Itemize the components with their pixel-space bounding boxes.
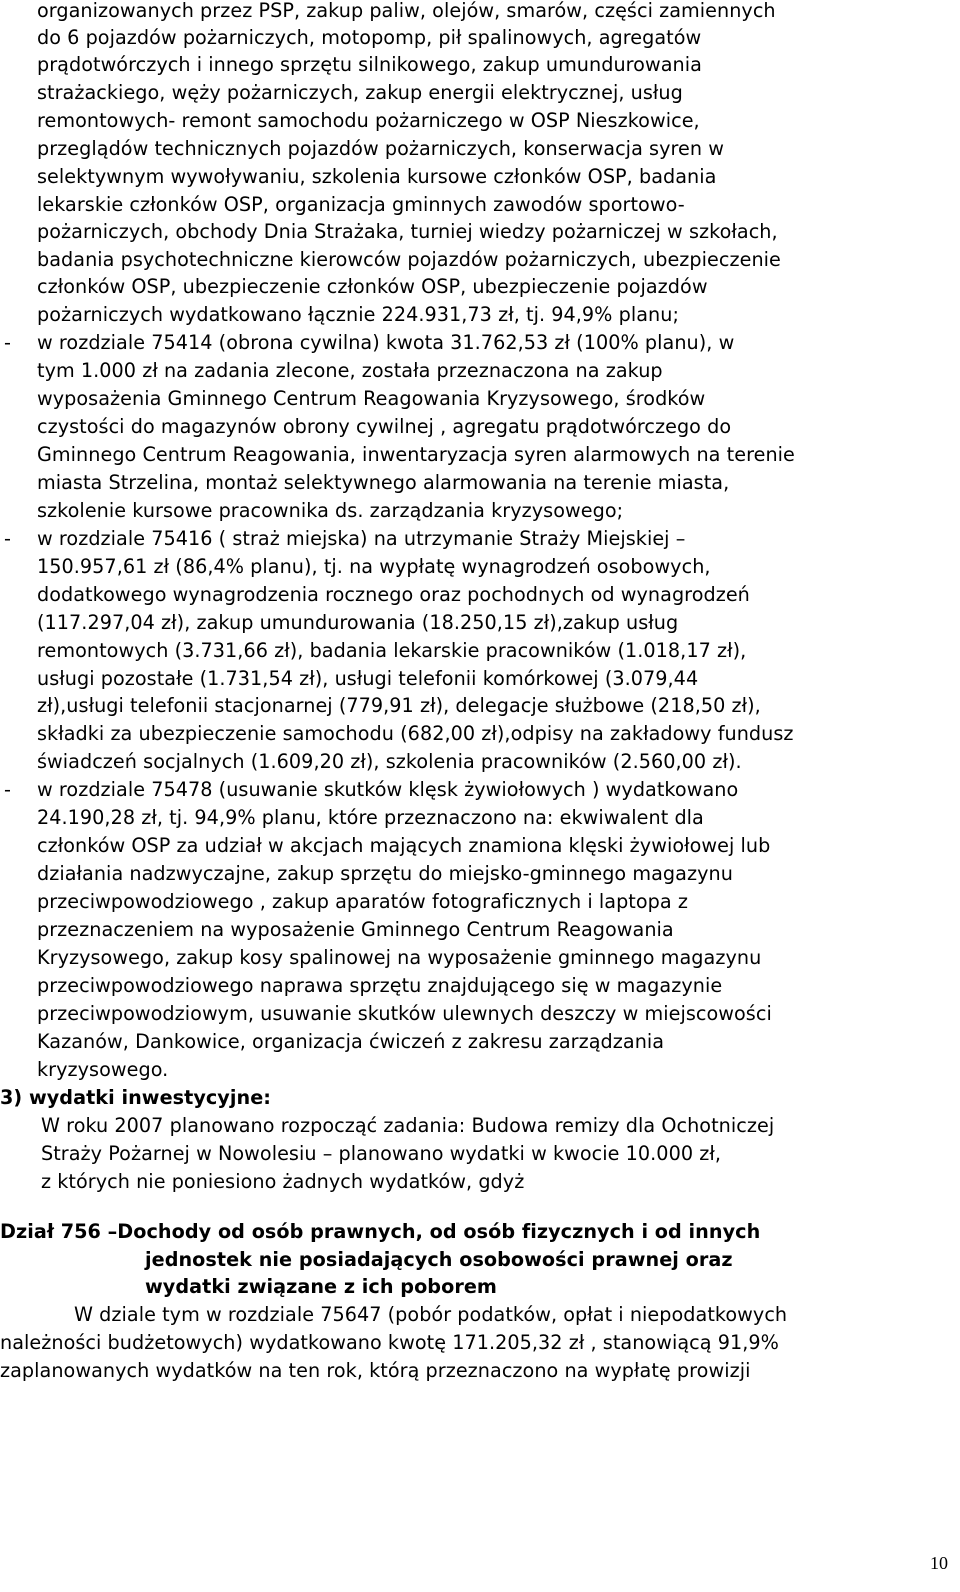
text-line: czystości do magazynów obrony cywilnej , agregatu prądotwórczego do [37, 415, 732, 438]
text-line: usługi pozostałe (1.731,54 zł), usługi telefonii komórkowej (3.079,44 [37, 667, 699, 690]
section-heading: 3) wydatki inwestycyjne: [0, 1086, 271, 1109]
text-line: w rozdziale 75416 ( straż miejska) na utrzymanie Straży Miejskiej – [37, 527, 686, 550]
text-line: tym 1.000 zł na zadania zlecone, została przeznaczona na zakup [37, 359, 663, 382]
text-line: przeciwpowodziowym, usuwanie skutków ulewnych deszczy w miejscowości [37, 1002, 772, 1025]
text-line: Gminnego Centrum Reagowania, inwentaryzacja syren alarmowych na terenie [37, 443, 795, 466]
text-line: badania psychotechniczne kierowców pojazdów pożarniczych, ubezpieczenie [37, 248, 781, 271]
text-line: Kazanów, Dankowice, organizacja ćwiczeń z zakresu zarządzania [37, 1030, 665, 1053]
text-line: remontowych (3.731,66 zł), badania lekarskie pracowników (1.018,17 zł), [37, 639, 747, 662]
text-line: działania nadzwyczajne, zakup sprzętu do miejsko-gminnego magazynu [37, 862, 733, 885]
text-line: 150.957,61 zł (86,4% planu), tj. na wypłatę wynagrodzeń osobowych, [37, 555, 711, 578]
text-line: pożarniczych, obchody Dnia Strażaka, turniej wiedzy pożarniczej w szkołach, [37, 220, 778, 243]
text-line: strażackiego, węży pożarniczych, zakup energii elektrycznej, usług [37, 81, 683, 104]
text-line: remontowych- remont samochodu pożarniczego w OSP Nieszkowice, [37, 109, 700, 132]
text-line: 24.190,28 zł, tj. 94,9% planu, które przeznaczono na: ekwiwalent dla [37, 806, 704, 829]
text-line: Straży Pożarnej w Nowolesiu – planowano wydatki w kwocie 10.000 zł, [41, 1142, 722, 1165]
bullet-dash: - [4, 331, 11, 354]
page-number: 10 [930, 1553, 948, 1573]
bullet-dash: - [4, 527, 11, 550]
text-line: przeciwpowodziowego , zakup aparatów fotograficznych i laptopa z [37, 890, 688, 913]
text-line: miasta Strzelina, montaż selektywnego alarmowania na terenie miasta, [37, 471, 730, 494]
text-line: lekarskie członków OSP, organizacja gminnych zawodów sportowo- [37, 193, 685, 216]
text-line: zł),usługi telefonii stacjonarnej (779,91 zł), delegacje służbowe (218,50 zł), [37, 694, 761, 717]
text-line: zaplanowanych wydatków na ten rok, którą przeznaczono na wypłatę prowizji [0, 1359, 751, 1382]
text-line: świadczeń socjalnych (1.609,20 zł), szkolenia pracowników (2.560,00 zł). [37, 750, 742, 773]
text-line: wyposażenia Gminnego Centrum Reagowania Kryzysowego, środków [37, 387, 706, 410]
text-line: kryzysowego. [37, 1058, 169, 1081]
text-line: należności budżetowych) wydatkowano kwotę 171.205,32 zł , stanowiącą 91,9% [0, 1331, 779, 1354]
text-line: z których nie poniesiono żadnych wydatków, gdyż [41, 1170, 525, 1193]
text-line: członków OSP, ubezpieczenie członków OSP, ubezpieczenie pojazdów [37, 275, 708, 298]
chapter-heading-continuation: wydatki związane z ich poborem [145, 1275, 497, 1298]
text-line: w rozdziale 75414 (obrona cywilna) kwota 31.762,53 zł (100% planu), w [37, 331, 735, 354]
text-line: składki za ubezpieczenie samochodu (682,00 zł),odpisy na zakładowy fundusz [37, 722, 794, 745]
text-line: w rozdziale 75478 (usuwanie skutków klęsk żywiołowych ) wydatkowano [37, 778, 739, 801]
chapter-heading: Dział 756 –Dochody od osób prawnych, od osób fizycznych i od innych [0, 1220, 761, 1243]
bullet-dash: - [4, 778, 11, 801]
text-line: przeciwpowodziowego naprawa sprzętu znajdującego się w magazynie [37, 974, 723, 997]
text-line: selektywnym wywoływaniu, szkolenia kursowe członków OSP, badania [37, 165, 717, 188]
text-line: organizowanych przez PSP, zakup paliw, olejów, smarów, części zamiennych [37, 0, 776, 22]
text-line: (117.297,04 zł), zakup umundurowania (18.250,15 zł),zakup usług [37, 611, 679, 634]
text-line: Kryzysowego, zakup kosy spalinowej na wyposażenie gminnego magazynu [37, 946, 762, 969]
chapter-heading-continuation: jednostek nie posiadających osobowości prawnej oraz [145, 1248, 733, 1271]
text-line: dodatkowego wynagrodzenia rocznego oraz pochodnych od wynagrodzeń [37, 583, 750, 606]
text-line: członków OSP za udział w akcjach mających znamiona klęski żywiołowej lub [37, 834, 771, 857]
text-line: przeznaczeniem na wyposażenie Gminnego Centrum Reagowania [37, 918, 674, 941]
text-line: przeglądów technicznych pojazdów pożarniczych, konserwacja syren w [37, 137, 724, 160]
text-line: W dziale tym w rozdziale 75647 (pobór podatków, opłat i niepodatkowych [74, 1303, 788, 1326]
text-line: prądotwórczych i innego sprzętu silnikowego, zakup umundurowania [37, 53, 702, 76]
text-line: do 6 pojazdów pożarniczych, motopomp, pił spalinowych, agregatów [37, 26, 702, 49]
text-line: szkolenie kursowe pracownika ds. zarządzania kryzysowego; [37, 499, 624, 522]
text-line: W roku 2007 planowano rozpocząć zadania: Budowa remizy dla Ochotniczej [41, 1114, 775, 1137]
text-line: pożarniczych wydatkowano łącznie 224.931,73 zł, tj. 94,9% planu; [37, 303, 679, 326]
